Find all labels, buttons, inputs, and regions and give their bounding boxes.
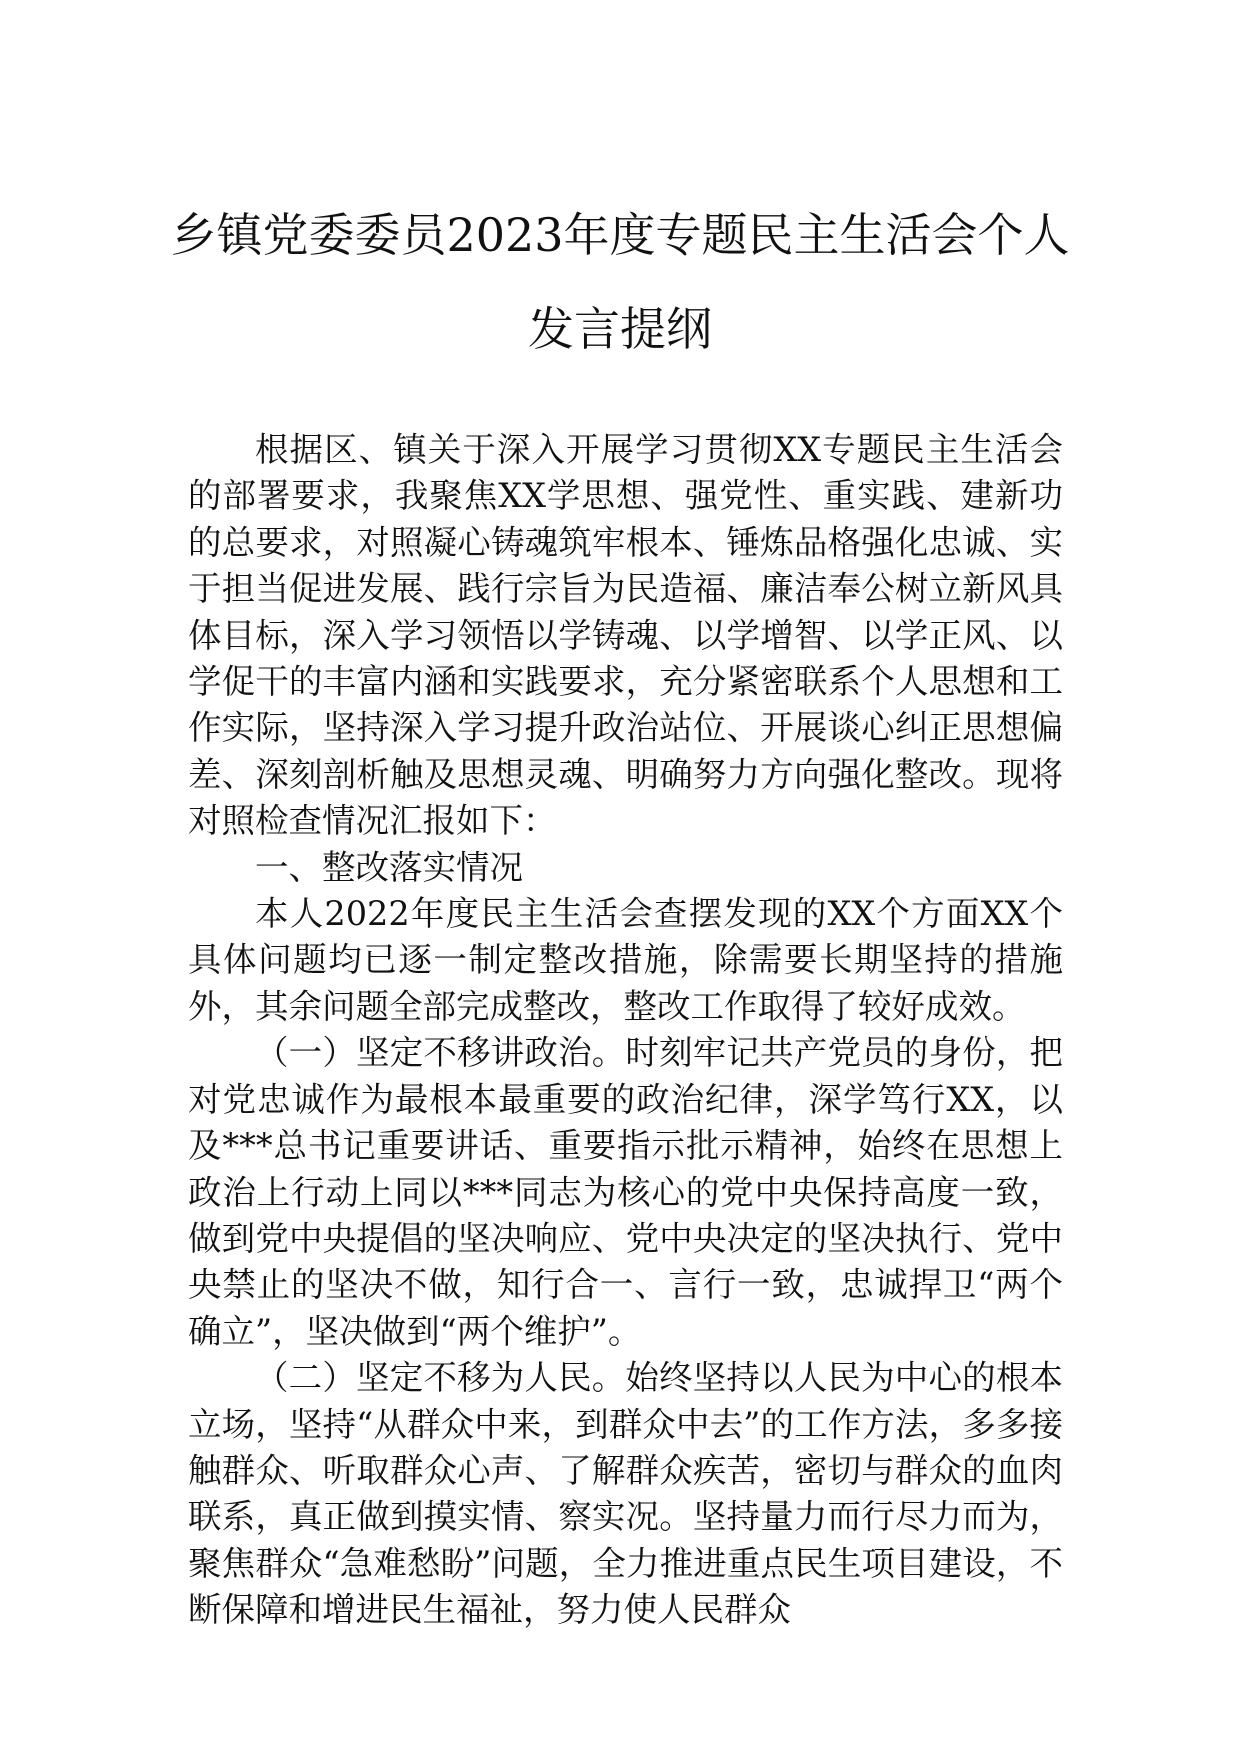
document-title: 乡镇党委委员2023年度专题民主生活会个人发言提纲 [170, 208, 1070, 356]
paragraph-summary: 本人2022年度民主生活会查摆发现的XX个方面XX个具体问题均已逐一制定整改措施，除需要长期坚持的措施外，其余问题全部完成整改，整改工作取得了较好成效。 [188, 894, 1063, 1026]
document-body [188, 427, 1063, 1634]
paragraph-point-2: （二）坚定不移为人民。始终坚持以人民为中心的根本立场，坚持“从群众中来，到群众中去”的工作方法，多多接触群众、听取群众心声、了解群众疾苦，密切与群众的血肉联系，真正做到摸实情、察实况。坚持量力而行尽力而为，聚焦群众“急难愁盼”问题，全力推进重点民生项目建设，不断保障和增进民生福祉，努力使人民群众 [188, 1358, 1063, 1630]
section-heading: 一、整改落实情况 [255, 847, 523, 887]
paragraph-point-1: （一）坚定不移讲政治。时刻牢记共产党员的身份，把对党忠诚作为最根本最重要的政治纪律，深学笃行XX，以及***总书记重要讲话、重要指示批示精神，始终在思想上政治上行动上同以***同志为核心的党中央保持高度一致，做到党中央提倡的坚决响应、党中央决定的坚决执行、党中央禁止的坚决不做，知行合一、言行一致，忠诚捍卫“两个确立”，坚决做到“两个维护”。 [188, 1033, 1063, 1351]
paragraph-intro: 根据区、镇关于深入开展学习贯彻XX专题民主生活会的部署要求，我聚焦XX学思想、强党性、重实践、建新功的总要求，对照凝心铸魂筑牢根本、锤炼品格强化忠诚、实于担当促进发展、践行宗旨为民造福、廉洁奉公树立新风具体目标，深入学习领悟以学铸魂、以学增智、以学正风、以学促干的丰富内涵和实践要求，充分紧密联系个人思想和工作实际，坚持深入学习提升政治站位、开展谈心纠正思想偏差、深刻剖析触及思想灵魂、明确努力方向强化整改。现将对照检查情况汇报如下： [188, 430, 1063, 841]
